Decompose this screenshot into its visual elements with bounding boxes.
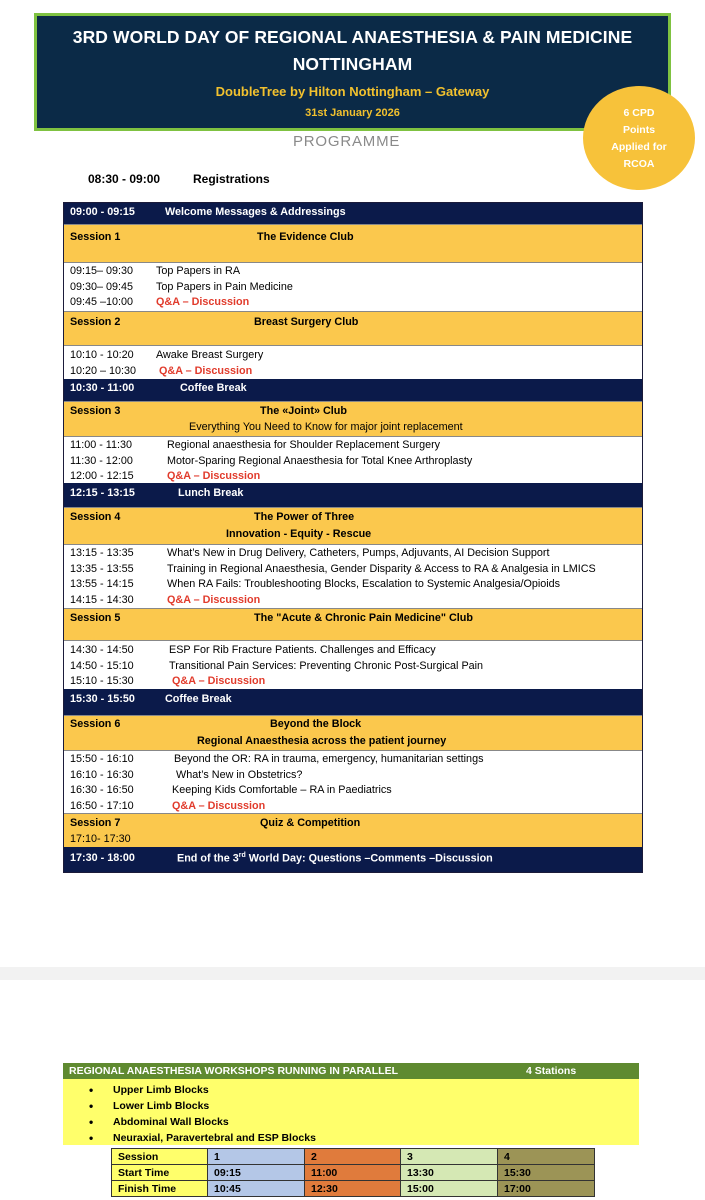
- session-2-title: Breast Surgery Club: [254, 316, 359, 328]
- session-6-subtitle: Regional Anaesthesia across the patient journey: [197, 735, 447, 747]
- welcome-time: 09:00 - 09:15: [70, 206, 135, 218]
- list-item: 12:00 - 12:15 Q&A – Discussion: [70, 470, 261, 482]
- session-3-label: Session 3: [70, 405, 121, 417]
- workshops-stations: 4 Stations: [526, 1065, 577, 1077]
- cpd-line2: Points: [622, 124, 656, 136]
- list-item: 16:50 - 17:10 Q&A – Discussion: [70, 799, 266, 812]
- lunch-time: 12:15 - 13:15: [70, 487, 135, 499]
- session-1-label: Session 1: [70, 231, 121, 243]
- closing-time: 17:30 - 18:00: [70, 852, 135, 864]
- session-6-items: [64, 750, 642, 813]
- list-item: 10:10 - 10:20 Awake Breast Surgery: [70, 349, 264, 361]
- list-item: 09:30– 09:45 Top Papers in Pain Medicine: [70, 280, 293, 293]
- session-4-label: Session 4: [70, 511, 121, 523]
- coffee-break-row: [64, 379, 642, 401]
- session-5-header: [64, 608, 642, 640]
- welcome-label: Welcome Messages & Addressings: [165, 206, 346, 218]
- session-4-items: [64, 544, 642, 608]
- list-item: 16:30 - 16:50 Keeping Kids Comfortable – RA in Paediatrics: [70, 784, 392, 796]
- workshops-timetable: [111, 1148, 595, 1197]
- session-2-label: Session 2: [70, 316, 121, 328]
- session-4-subtitle: Innovation - Equity - Rescue: [226, 528, 372, 540]
- registration-time: 08:30 - 09:00: [88, 172, 161, 186]
- list-item: • Upper Limb Blocks: [63, 1082, 639, 1098]
- session-3-items: [64, 436, 642, 483]
- workshops-heading: REGIONAL ANAESTHESIA WORKSHOPS RUNNING IN PARALLEL: [69, 1065, 399, 1077]
- lunch-label: Lunch Break: [178, 487, 244, 499]
- coffee-label: Coffee Break: [165, 693, 232, 705]
- programme-table: [63, 202, 643, 873]
- session-5-label: Session 5: [70, 612, 121, 624]
- closing-row: [64, 847, 642, 872]
- list-item: 15:50 - 16:10 Beyond the OR: RA in trauma, emergency, humanitarian settings: [70, 753, 484, 765]
- closing-label: End of the 3rd World Day: Questions –Comments –Discussion: [177, 852, 493, 865]
- table-row: Finish Time 10:45 12:30 15:00 17:00: [112, 1181, 595, 1197]
- list-item: 16:10 - 16:30 What’s New in Obstetrics?: [70, 768, 303, 781]
- list-item: • Neuraxial, Paravertebral and ESP Blocks: [63, 1130, 639, 1146]
- cpd-line1: 6 CPD: [623, 107, 655, 119]
- session-4-header: [64, 507, 642, 544]
- session-2-header: [64, 311, 642, 345]
- cpd-line4: RCOA: [623, 158, 655, 170]
- welcome-row: [64, 203, 642, 224]
- event-title-line2: NOTTINGHAM: [292, 54, 413, 74]
- list-item: 14:15 - 14:30 Q&A – Discussion: [70, 593, 261, 606]
- session-1-title: The Evidence Club: [257, 231, 354, 243]
- session-4-title: The Power of Three: [254, 511, 355, 523]
- list-item: 14:50 - 15:10 Transitional Pain Services: Preventing Chronic Post-Surgical Pain: [70, 659, 484, 672]
- event-venue: DoubleTree by Hilton Nottingham – Gateway: [215, 84, 490, 99]
- session-3-title: The «Joint» Club: [260, 405, 347, 417]
- session-7-header: [64, 813, 642, 847]
- coffee-time: 15:30 - 15:50: [70, 693, 135, 705]
- session-6-label: Session 6: [70, 718, 121, 730]
- table-row: Start Time 09:15 11:00 13:30 15:30: [112, 1165, 595, 1181]
- list-item: • Abdominal Wall Blocks: [63, 1114, 639, 1130]
- session-5-title: The "Acute & Chronic Pain Medicine" Club: [254, 612, 474, 624]
- session-6-title: Beyond the Block: [270, 718, 362, 730]
- event-title: [37, 24, 668, 78]
- list-item: 11:30 - 12:00 Motor-Sparing Regional Anaesthesia for Total Knee Arthroplasty: [70, 454, 473, 467]
- list-item: 09:45 –10:00 Q&A – Discussion: [70, 296, 250, 308]
- event-header: [34, 13, 671, 131]
- list-item: • Lower Limb Blocks: [63, 1098, 639, 1114]
- table-row: Session 1 2 3 4: [112, 1149, 595, 1165]
- programme-label: PROGRAMME: [293, 133, 401, 150]
- registration-label: Registrations: [193, 172, 270, 186]
- session-7-title: Quiz & Competition: [260, 817, 361, 829]
- event-title-line1: 3RD WORLD DAY OF REGIONAL ANAESTHESIA & PAIN MEDICINE: [72, 27, 633, 47]
- session-7-label: Session 7: [70, 817, 121, 829]
- lunch-break-row: [64, 483, 642, 507]
- session-1-items: [64, 262, 642, 311]
- list-item: 13:15 - 13:35 What’s New in Drug Delivery, Catheters, Pumps, Adjuvants, AI Decision Support: [70, 547, 550, 559]
- session-1-header: [64, 224, 642, 262]
- list-item: 14:30 - 14:50 ESP For Rib Fracture Patients. Challenges and Efficacy: [70, 644, 436, 656]
- list-item: 13:35 - 13:55 Training in Regional Anaesthesia, Gender Disparity & Access to RA & Analgesia in LMICS: [70, 562, 596, 575]
- session-6-header: [64, 715, 642, 750]
- registration-row: [88, 172, 270, 186]
- list-item: 10:20 – 10:30 Q&A – Discussion: [70, 364, 253, 377]
- event-date: 31st January 2026: [305, 107, 400, 119]
- cpd-badge: [583, 86, 695, 190]
- session-5-items: [64, 640, 642, 689]
- list-item: 09:15– 09:30 Top Papers in RA: [70, 265, 241, 277]
- list-item: 11:00 - 11:30 Regional anaesthesia for Shoulder Replacement Surgery: [70, 439, 441, 451]
- workshops-section: [63, 1063, 639, 1200]
- cpd-line3: Applied for: [611, 141, 667, 153]
- coffee-break-row: [64, 689, 642, 715]
- workshops-heading-bar: [63, 1063, 639, 1079]
- list-item: 15:10 - 15:30 Q&A – Discussion: [70, 675, 266, 687]
- session-2-items: [64, 345, 642, 379]
- workshops-list: [63, 1079, 639, 1145]
- coffee-time: 10:30 - 11:00: [70, 382, 135, 394]
- session-7-time: 17:10- 17:30: [70, 833, 131, 845]
- list-item: 13:55 - 14:15 When RA Fails: Troubleshooting Blocks, Escalation to Systemic Analgesia/Opioids: [70, 578, 561, 590]
- session-3-header: [64, 401, 642, 436]
- coffee-label: Coffee Break: [180, 382, 247, 394]
- session-3-subtitle: Everything You Need to Know for major joint replacement: [189, 421, 463, 433]
